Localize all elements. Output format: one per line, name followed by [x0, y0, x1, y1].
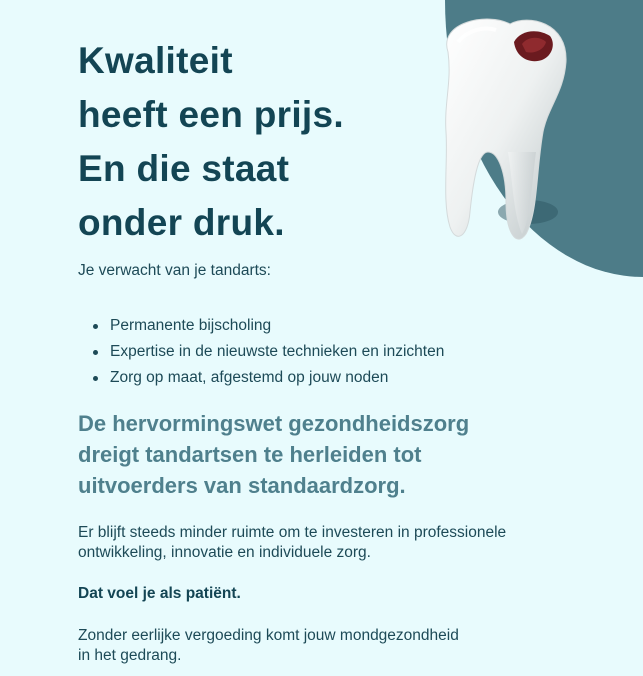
subheadline-line: dreigt tandartsen te herleiden tot	[78, 442, 422, 467]
subheadline-line: De hervormingswet gezondheidszorg	[78, 411, 470, 436]
emphasis-text: Dat voel je als patiënt.	[78, 585, 241, 602]
paragraph-investment	[78, 523, 506, 563]
list-item: Permanente bijscholing	[78, 313, 444, 339]
paragraph-compensation	[78, 626, 459, 666]
paragraph-line: Er blijft steeds minder ruimte om te investeren in professionele	[78, 524, 507, 541]
headline-line: Kwaliteit	[78, 40, 233, 81]
paragraph-line: in het gedrang.	[78, 647, 182, 664]
headline-line: heeft een prijs.	[78, 94, 344, 135]
tooth-with-cavity-icon	[418, 12, 588, 252]
expectations-list	[78, 313, 444, 391]
headline-line: En die staat	[78, 148, 290, 189]
headline	[78, 34, 344, 250]
intro-text: Je verwacht van je tandarts:	[78, 262, 271, 279]
paragraph-line: Zonder eerlijke vergoeding komt jouw mondgezondheid	[78, 627, 459, 644]
subheadline	[78, 408, 469, 501]
list-item: Zorg op maat, afgestemd op jouw noden	[78, 365, 444, 391]
subheadline-line: uitvoerders van standaardzorg.	[78, 473, 406, 498]
paragraph-line: ontwikkeling, innovatie en individuele zorg.	[78, 544, 371, 561]
headline-line: onder druk.	[78, 202, 285, 243]
list-item: Expertise in de nieuwste technieken en inzichten	[78, 339, 444, 365]
